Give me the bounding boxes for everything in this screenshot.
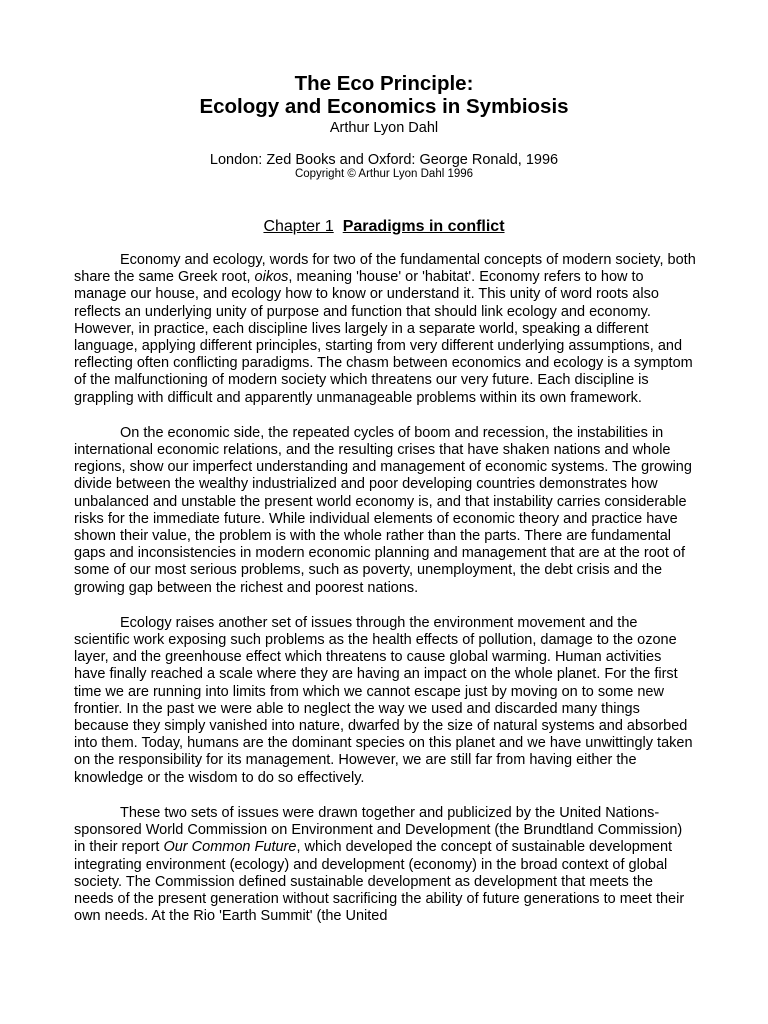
chapter-number: Chapter 1 <box>263 218 334 235</box>
paragraph-4-emphasis: Our Common Future <box>163 839 297 856</box>
paragraph-1-text-a: Economy and ecology, words for two of the fundamental concepts of modern society, both share the same Greek root, <box>74 252 696 286</box>
paragraph-1-emphasis: oikos <box>254 269 289 286</box>
paragraph-2: On the economic side, the repeated cycles of boom and recession, the instabilities in international economic relations, and the resulting crises that have shaken nations and whole regions, show our imperfect understanding and management of economic systems. The growing divide between the wealthy industrialized and poor developing countries demonstrates how unbalanced and unstable the present world economy is, and that instability carries considerable risks for the immediate future. While individual elements of economic theory and practice have shown their value, the problem is with the whole rather than the parts. There are fundamental gaps and inconsistencies in modern economic planning and management that are at the root of some of our most serious problems, such as poverty, unemployment, the debt crisis and the growing gap between the richest and poorest nations. <box>74 424 692 596</box>
body-text <box>74 252 696 943</box>
title-line-2: Ecology and Economics in Symbiosis <box>199 95 569 118</box>
paragraph-4-text-b: , which developed the concept of sustainable development integrating environment (ecology) and development (economy) in the broad context of global society. The Commission defined sustainable development as development that meets the needs of the present generation without sacrificing the ability of future generations to meet their own needs. At the Rio 'Earth Summit' (the United <box>74 839 685 925</box>
title-line-1: The Eco Principle: <box>294 72 474 95</box>
paragraph-1 <box>74 252 696 407</box>
chapter-heading <box>0 217 768 237</box>
paragraph-3: Ecology raises another set of issues through the environment movement and the scientific work exposing such problems as the health effects of pollution, damage to the ozone layer, and the greenhouse effect which threatens to cause global warming. Human activities have finally reached a scale where they are having an impact on the whole planet. For the first time we are running into limits from which we cannot escape just by moving on to some new frontier. In the past we were able to neglect the way we used and discarded many things because they simply vanished into nature, dwarfed by the size of natural systems and absorbed into them. Today, humans are the dominant species on this planet and we have unwittingly taken on the responsibility for its management. However, we are still far from having either the knowledge or the wisdom to do so effectively. <box>74 614 693 786</box>
copyright-line: Copyright © Arthur Lyon Dahl 1996 <box>294 168 474 180</box>
chapter-title: Paradigms in conflict <box>342 218 505 235</box>
publisher-line: London: Zed Books and Oxford: George Ronald, 1996 <box>209 152 559 168</box>
paragraph-4 <box>74 805 696 925</box>
paragraph-1-text-b: , meaning 'house' or 'habitat'. Economy refers to how to manage our house, and ecology how to know or understand it. This unity of word roots also reflects an underlying unity of purpose and function that should link ecology and economy. However, in practice, each discipline lives largely in a separate world, speaking a different language, applying different principles, starting from very different underlying assumptions, and reflecting often conflicting paradigms. The chasm between economics and ecology is a symptom of the malfunctioning of modern society which threatens our very future. Each discipline is grappling with difficult and apparently unmanageable problems within its own framework. <box>74 269 693 406</box>
author: Arthur Lyon Dahl <box>329 120 439 136</box>
paragraph-4-text-a: These two sets of issues were drawn together and publicized by the United Nations- sponsored World Commission on Environment and Development (the Brundtland Commission) in their report <box>74 804 683 856</box>
